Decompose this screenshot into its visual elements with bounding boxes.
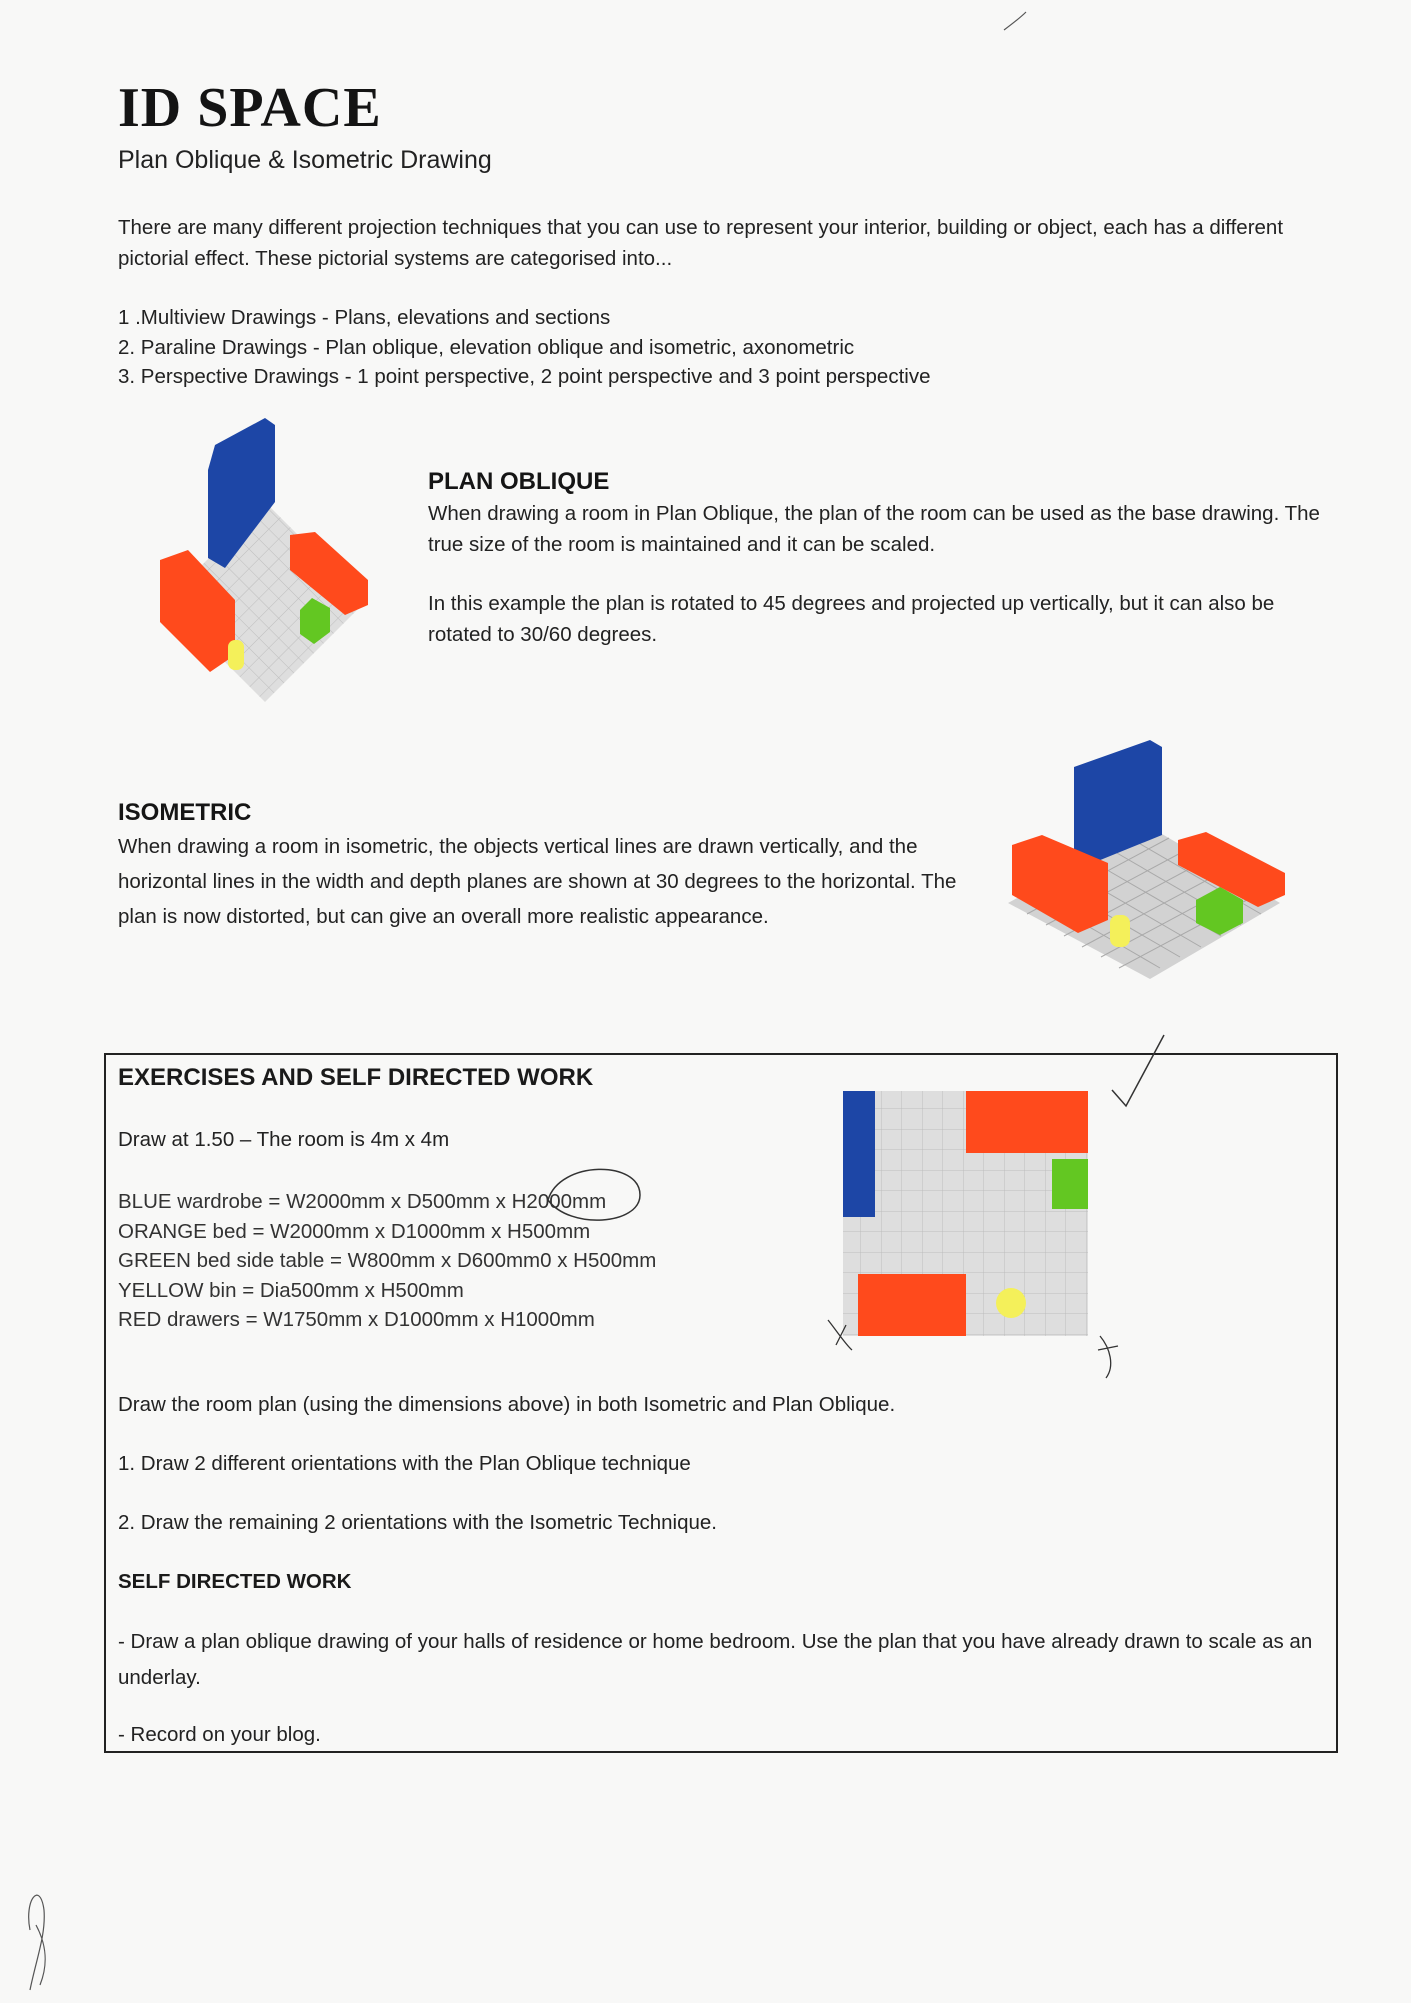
pen-mark [828,1320,852,1350]
exercise-step-2: 2. Draw the remaining 2 orientations with the Isometric Technique. [118,1511,717,1534]
list-item: BLUE wardrobe = W2000mm x D500mm x H2000mm [118,1190,607,1213]
isometric-heading: ISOMETRIC [118,799,252,826]
list-item: 3. Perspective Drawings - 1 point perspective, 2 point perspective and 3 point perspective [118,365,931,388]
self-directed-item-2: - Record on your blog. [118,1723,321,1746]
list-item: 2. Paraline Drawings - Plan oblique, elevation oblique and isometric, axonometric [118,335,855,359]
page-subtitle: Plan Oblique & Isometric Drawing [118,146,492,174]
exercises-heading: EXERCISES AND SELF DIRECTED WORK [118,1064,594,1091]
self-directed-item-1: - Draw a plan oblique drawing of your halls of residence or home bedroom. Use the plan that you have already drawn to scale as an underlay. [118,1630,1313,1689]
pen-mark [1004,12,1026,30]
list-item: ORANGE bed = W2000mm x D1000mm x H500mm [118,1219,591,1243]
list-item: RED drawers = W1750mm x D1000mm x H1000mm [118,1308,595,1331]
isometric-text: When drawing a room in isometric, the objects vertical lines are drawn vertically, and the horizontal lines in the width and depth planes are shown at 30 degrees to the horizontal. The plan is now distorted, but can give an overall more realistic appearance. [118,835,957,928]
intro-text: There are many different projection techniques that you can use to represent your interior, building or object, each has a different pictorial effect. These pictorial systems are categorised into... [118,216,1284,270]
list-item: 1 .Multiview Drawings - Plans, elevations and sections [118,306,611,329]
exercise-instruction: Draw the room plan (using the dimensions above) in both Isometric and Plan Oblique. [118,1393,896,1416]
plan-oblique-heading: PLAN OBLIQUE [428,468,610,495]
plan-oblique-para2: In this example the plan is rotated to 45 degrees and projected up vertically, but it can also be rotated to 30/60 degrees. [428,592,1275,646]
self-directed-heading: SELF DIRECTED WORK [118,1570,352,1593]
circled-dimension [548,1169,640,1220]
list-item: GREEN bed side table = W800mm x D600mm0 x H500mm [118,1249,657,1272]
list-item: YELLOW bin = Dia500mm x H500mm [118,1278,464,1302]
page-title: ID SPACE [118,77,382,139]
exercise-step-1: 1. Draw 2 different orientations with the Plan Oblique technique [118,1452,691,1475]
plan-oblique-para1: When drawing a room in Plan Oblique, the plan of the room can be used as the base drawing. The true size of the room is maintained and it can be scaled. [428,502,1320,556]
scale-note: Draw at 1.50 – The room is 4m x 4m [118,1128,450,1151]
pen-mark [1098,1336,1118,1378]
pen-mark [29,1895,46,1990]
tick-mark [1112,1035,1164,1106]
